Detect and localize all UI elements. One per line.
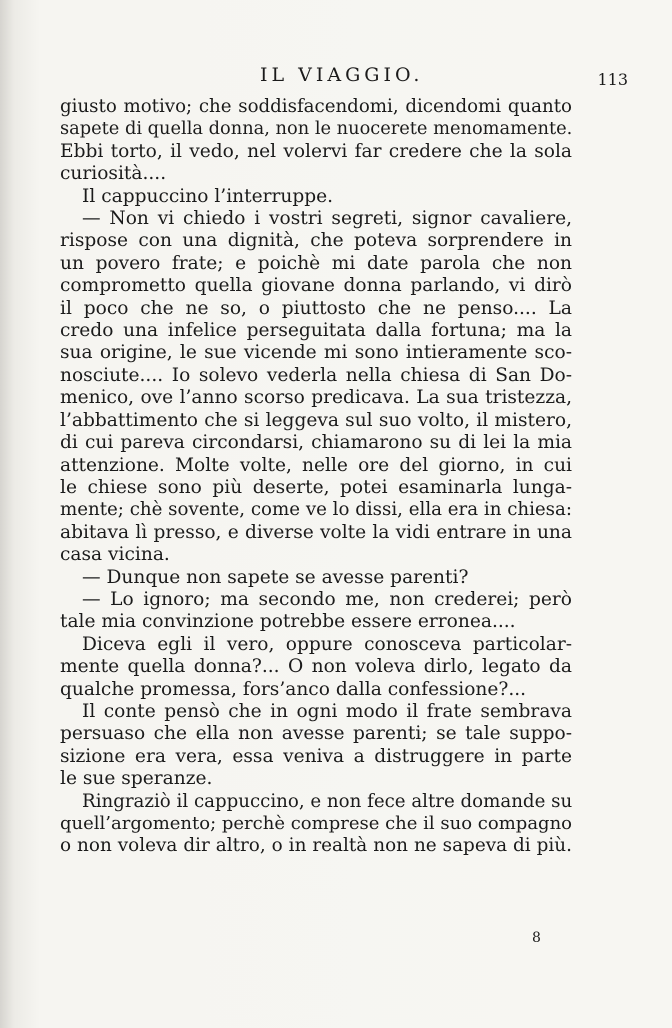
- running-head: [60, 64, 640, 94]
- text-line: rispose con una dignità, che poteva sorprendere in: [60, 230, 572, 252]
- text-line: Diceva egli il vero, oppure conosceva particolar-: [82, 633, 572, 655]
- text-line: casa vicina.: [60, 544, 170, 566]
- text-line-wrapper: [60, 186, 572, 208]
- text-line-wrapper: [60, 701, 572, 723]
- text-line: mente; chè sovente, come ve lo dissi, ella era in chiesa:: [60, 499, 572, 521]
- text-line-wrapper: [60, 365, 572, 387]
- text-line-wrapper: [60, 499, 572, 521]
- text-line: Ringraziò il cappuccino, e non fece altre domande su: [82, 790, 573, 812]
- text-line: Il conte pensò che in ogni modo il frate sembrava: [82, 700, 572, 722]
- text-line-wrapper: [60, 253, 572, 275]
- text-line-wrapper: [60, 813, 572, 835]
- text-line: comprometto quella giovane donna parlando, vi dirò: [60, 275, 572, 297]
- text-line: l’abbattimento che si leggeva sul suo volto, il mistero,: [60, 409, 572, 431]
- text-line: il poco che ne so, o piuttosto che ne penso.... La: [60, 297, 572, 319]
- text-line-wrapper: [60, 342, 572, 364]
- text-line: abitava lì presso, e diverse volte la vidi entrare in una: [60, 521, 572, 543]
- text-line-wrapper: [60, 477, 572, 499]
- text-line-wrapper: [60, 656, 572, 678]
- text-line: Ebbi torto, il vedo, nel volervi far credere che la sola: [60, 140, 572, 162]
- text-line: quell’argomento; perchè comprese che il suo compagno: [60, 813, 572, 834]
- text-line: sapete di quella donna, non le nuocerete menomamente.: [60, 118, 573, 140]
- text-line-wrapper: [60, 679, 572, 701]
- text-line-wrapper: [60, 432, 572, 454]
- text-line-wrapper: [60, 163, 572, 185]
- text-line: o non voleva dir altro, o in realtà non ne sapeva di più.: [60, 835, 572, 857]
- page-number: 113: [597, 70, 628, 89]
- text-line-wrapper: [60, 96, 572, 118]
- text-line: le sue speranze.: [60, 768, 213, 790]
- text-line-wrapper: [60, 275, 572, 297]
- text-line: giusto motivo; che soddisfacendomi, dicendomi quanto: [60, 96, 572, 117]
- text-line: menico, ove l’anno scorso predicava. La sua tristezza,: [60, 387, 572, 409]
- text-line: nosciute.... Io solevo vederla nella chiesa di San Do-: [60, 364, 572, 386]
- text-line: mente quella donna?... O non voleva dirlo, legato da: [60, 656, 572, 678]
- text-line: le chiese sono più deserte, potei esaminarla lunga-: [60, 476, 572, 498]
- text-line-wrapper: [60, 118, 572, 140]
- text-line-wrapper: [60, 455, 572, 477]
- text-line-wrapper: [60, 634, 572, 656]
- text-line-wrapper: [60, 208, 572, 230]
- text-line-wrapper: [60, 611, 572, 633]
- text-line: sizione era vera, essa veniva a distruggere in parte: [60, 745, 572, 767]
- text-line-wrapper: [60, 835, 572, 857]
- text-line-wrapper: [60, 141, 572, 163]
- text-line-wrapper: [60, 410, 572, 432]
- running-title: IL VIAGGIO.: [260, 64, 424, 86]
- text-line-wrapper: [60, 544, 572, 566]
- text-line-wrapper: [60, 723, 572, 745]
- text-line-wrapper: [60, 567, 572, 589]
- text-line-wrapper: [60, 791, 572, 813]
- text-line-wrapper: [60, 589, 572, 611]
- text-line: sua origine, le sue vicende mi sono intieramente sco-: [60, 342, 572, 364]
- text-line-wrapper: [60, 320, 572, 342]
- signature-mark: 8: [532, 930, 541, 946]
- text-line: di cui pareva circondarsi, chiamarono su di lei la mia: [60, 432, 572, 454]
- text-line-wrapper: [60, 387, 572, 409]
- body-text: [60, 96, 572, 858]
- text-line-wrapper: [60, 746, 572, 768]
- text-line: Il cappuccino l’interruppe.: [82, 185, 334, 207]
- text-line-wrapper: [60, 522, 572, 544]
- text-line: tale mia convinzione potrebbe essere erronea....: [60, 611, 516, 633]
- text-line: curiosità....: [60, 163, 167, 185]
- text-line: credo una infelice perseguitata dalla fortuna; ma la: [60, 320, 572, 342]
- text-line: — Lo ignoro; ma secondo me, non crederei; però: [82, 588, 572, 610]
- text-line: — Dunque non sapete se avesse parenti?: [82, 566, 469, 588]
- text-line-wrapper: [60, 298, 572, 320]
- text-line-wrapper: [60, 230, 572, 252]
- text-line: attenzione. Molte volte, nelle ore del giorno, in cui: [60, 454, 572, 476]
- text-line-wrapper: [60, 768, 572, 790]
- text-line: — Non vi chiedo i vostri segreti, signor cavaliere,: [82, 208, 572, 230]
- text-line: qualche promessa, fors’anco dalla confessione?...: [60, 678, 527, 700]
- text-line: persuaso che ella non avesse parenti; se tale suppo-: [60, 723, 572, 745]
- text-line: un povero frate; e poichè mi date parola che non: [60, 252, 572, 274]
